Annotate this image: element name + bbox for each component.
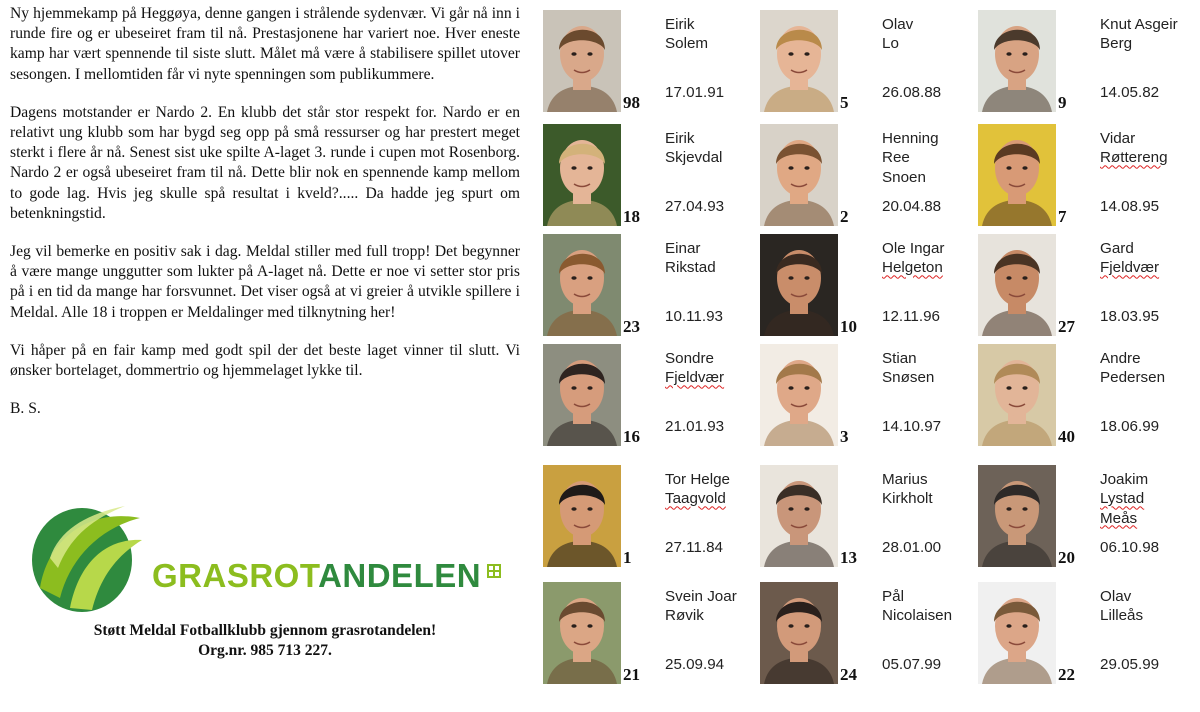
player-name	[1100, 587, 1195, 626]
player-card	[543, 10, 759, 128]
player-name-line: Tor Helge	[665, 471, 730, 488]
player-photo	[543, 124, 621, 226]
player-birthdate: 27.11.84	[665, 539, 723, 556]
player-name	[882, 15, 977, 54]
jersey-number: 16	[623, 427, 640, 446]
player-name-line: Nicolaisen	[882, 607, 953, 625]
player-birthdate: 18.03.95	[1100, 308, 1160, 325]
player-name-line: Lilleås	[1100, 607, 1144, 625]
portrait-icon	[760, 234, 838, 336]
player-card	[760, 234, 976, 352]
player-name	[882, 587, 977, 626]
player-name	[665, 587, 760, 626]
player-card	[978, 234, 1194, 352]
player-name-line: Lo	[882, 35, 899, 53]
player-card	[760, 344, 976, 462]
jersey-number: 40	[1058, 427, 1075, 446]
player-name-line: Knut Asgeir	[1100, 16, 1178, 33]
player-name	[665, 470, 760, 509]
player-photo	[978, 124, 1056, 226]
player-birthdate: 14.05.82	[1100, 84, 1160, 101]
player-name-line: Snoen	[882, 168, 926, 186]
player-name-line: Sondre	[665, 350, 714, 367]
portrait-icon	[978, 465, 1056, 567]
player-card	[543, 465, 759, 583]
player-birthdate: 12.11.96	[882, 308, 940, 325]
player-birthdate: 25.09.94	[665, 656, 725, 673]
player-name	[882, 239, 977, 278]
player-birthdate: 20.04.88	[882, 198, 942, 215]
player-birthdate: 26.08.88	[882, 84, 942, 101]
player-name-line: Olav	[1100, 588, 1132, 605]
player-name-line: Henning	[882, 130, 939, 147]
jersey-number: 9	[1058, 93, 1067, 112]
player-photo	[760, 344, 838, 446]
player-name-line: Einar	[665, 240, 701, 257]
jersey-number: 98	[623, 93, 640, 112]
player-photo	[978, 582, 1056, 684]
player-photo	[543, 465, 621, 567]
jersey-number: 21	[623, 665, 640, 684]
jersey-number: 23	[623, 317, 640, 336]
player-name	[665, 15, 760, 54]
player-birthdate: 10.11.93	[665, 308, 723, 325]
portrait-icon	[978, 234, 1056, 336]
player-name-line: Stian	[882, 350, 917, 367]
jersey-number: 7	[1058, 207, 1067, 226]
player-photo	[760, 234, 838, 336]
player-card	[543, 344, 759, 462]
player-name-line: Taagvold	[665, 490, 726, 508]
player-name-line: Fjeldvær	[665, 369, 725, 387]
player-card	[760, 124, 976, 242]
player-name-line: Joakim	[1100, 471, 1149, 488]
article-signature: B. S.	[10, 400, 41, 418]
player-name	[1100, 15, 1195, 54]
player-card	[760, 582, 976, 700]
player-name-line: Skjevdal	[665, 149, 723, 167]
player-card	[978, 582, 1194, 700]
player-birthdate: 05.07.99	[882, 656, 942, 673]
player-name	[882, 349, 977, 388]
portrait-icon	[543, 582, 621, 684]
player-card	[543, 582, 759, 700]
portrait-icon	[760, 344, 838, 446]
portrait-icon	[760, 124, 838, 226]
player-photo	[978, 344, 1056, 446]
player-birthdate: 29.05.99	[1100, 656, 1160, 673]
player-photo	[543, 10, 621, 112]
jersey-number: 27	[1058, 317, 1075, 336]
player-birthdate: 14.08.95	[1100, 198, 1160, 215]
portrait-icon	[760, 465, 838, 567]
player-card	[760, 10, 976, 128]
player-name-line: Svein Joar	[665, 588, 737, 605]
jersey-number: 1	[623, 548, 632, 567]
player-name-line: Andre	[1100, 350, 1141, 367]
player-name	[1100, 470, 1195, 528]
logo-word-part2: ANDELEN	[318, 557, 482, 594]
player-name-line: Eirik	[665, 16, 695, 33]
jersey-number: 3	[840, 427, 849, 446]
player-photo	[760, 582, 838, 684]
player-card	[543, 124, 759, 242]
player-name-line: Helgeton	[882, 259, 943, 277]
jersey-number: 5	[840, 93, 849, 112]
player-birthdate: 18.06.99	[1100, 418, 1160, 435]
player-name-line: Gard	[1100, 240, 1134, 257]
player-birthdate: 17.01.91	[665, 84, 725, 101]
player-photo	[978, 10, 1056, 112]
player-name-line: Rikstad	[665, 259, 716, 277]
jersey-number: 18	[623, 207, 640, 226]
article-paragraph: Dagens motstander er Nardo 2. En klubb det står stor respekt for. Nardo er en relativt ung klubb som har bygd seg opp på små ressurser og har prestert meget sterkt i flere år nå. Senest sist uke spilte A-laget 3. runde i cupen mot Rosenborg. Nardo 2 er også ubeseiret fram til nå. Dette blir nok en spennende kamp mellom to gode lag. Hvis jeg skulle spå resultat i kveld?..... Da hadde jeg spurt om betenkningstid.	[10, 103, 520, 222]
player-name	[665, 349, 760, 388]
article-paragraph: Vi håper på en fair kamp med godt spil der det beste laget vinner til slutt. Vi ønsker bortelaget, dommertrio og hjemmelaget lykke til.	[10, 341, 520, 380]
portrait-icon	[978, 124, 1056, 226]
player-photo	[978, 234, 1056, 336]
player-photo	[978, 465, 1056, 567]
player-name-line: Pedersen	[1100, 369, 1166, 387]
player-name	[1100, 349, 1195, 388]
player-birthdate: 21.01.93	[665, 418, 725, 435]
player-name-line: Vidar	[1100, 130, 1136, 147]
jersey-number: 2	[840, 207, 849, 226]
player-name-line: Solem	[665, 35, 709, 53]
portrait-icon	[543, 344, 621, 446]
player-name	[882, 470, 977, 509]
player-name-line: Fjeldvær	[1100, 259, 1160, 277]
player-name-line: Lystad	[1100, 490, 1145, 508]
support-line: Støtt Meldal Fotballklubb gjennom grasrotandelen!	[93, 622, 437, 639]
player-name-line: Ree	[882, 149, 910, 167]
player-name-line: Snøsen	[882, 369, 935, 387]
logo-word-part1: GRASROT	[152, 557, 319, 594]
player-photo	[760, 10, 838, 112]
jersey-number: 13	[840, 548, 857, 567]
player-birthdate: 06.10.98	[1100, 539, 1160, 556]
jersey-number: 24	[840, 665, 857, 684]
player-name-line: Røvik	[665, 607, 704, 625]
portrait-icon	[543, 124, 621, 226]
portrait-icon	[978, 344, 1056, 446]
jersey-number: 10	[840, 317, 857, 336]
portrait-icon	[543, 465, 621, 567]
player-name-line: Berg	[1100, 35, 1133, 53]
article-paragraph: Ny hjemmekamp på Heggøya, denne gangen i strålende sydenvær. Vi går nå inn i runde fire og er ubeseiret fram til nå. Prestasjonene har variert noe. Hver eneste kamp har vært spennende til siste slutt. Målet må være å stabilisere spillet utover sesongen. I mellomtiden får vi nyte spenningen som publikummere.	[10, 5, 520, 83]
portrait-icon	[978, 10, 1056, 112]
player-name-line: Kirkholt	[882, 490, 933, 508]
article-paragraph: Jeg vil bemerke en positiv sak i dag. Meldal stiller med full tropp! Det begynner å være mange unggutter som lukter på A-laget nå. Dette er noe vi setter stor pris på i en tid da mange har forsvunnet. Det viser også at vi greier å utvikle spillere i Meldal. Alle 18 i troppen er Meldalinger med tilknytning her!	[10, 243, 520, 321]
player-name	[1100, 239, 1195, 278]
player-card	[978, 344, 1194, 462]
player-name-line: Eirik	[665, 130, 695, 147]
org-number: Org.nr. 985 713 227.	[198, 642, 332, 659]
player-name	[882, 129, 977, 187]
portrait-icon	[760, 10, 838, 112]
player-photo	[760, 465, 838, 567]
player-birthdate: 27.04.93	[665, 198, 725, 215]
jersey-number: 22	[1058, 665, 1075, 684]
player-photo	[543, 344, 621, 446]
player-card	[978, 124, 1194, 242]
player-name-line: Olav	[882, 16, 914, 33]
player-photo	[760, 124, 838, 226]
player-name	[665, 239, 760, 278]
portrait-icon	[543, 10, 621, 112]
player-card	[978, 465, 1194, 583]
portrait-icon	[760, 582, 838, 684]
portrait-icon	[543, 234, 621, 336]
player-name-line: Røttereng	[1100, 149, 1168, 167]
player-card	[543, 234, 759, 352]
player-name-line: Meås	[1100, 509, 1138, 527]
player-photo	[543, 234, 621, 336]
player-name-line: Pål	[882, 588, 904, 605]
player-name	[665, 129, 760, 168]
player-name-line: Marius	[882, 471, 928, 488]
portrait-icon	[978, 582, 1056, 684]
player-birthdate: 14.10.97	[882, 418, 942, 435]
player-name	[1100, 129, 1195, 168]
player-name-line: Ole Ingar	[882, 240, 945, 257]
player-photo	[543, 582, 621, 684]
jersey-number: 20	[1058, 548, 1075, 567]
player-birthdate: 28.01.00	[882, 539, 942, 556]
player-card	[760, 465, 976, 583]
player-card	[978, 10, 1194, 128]
